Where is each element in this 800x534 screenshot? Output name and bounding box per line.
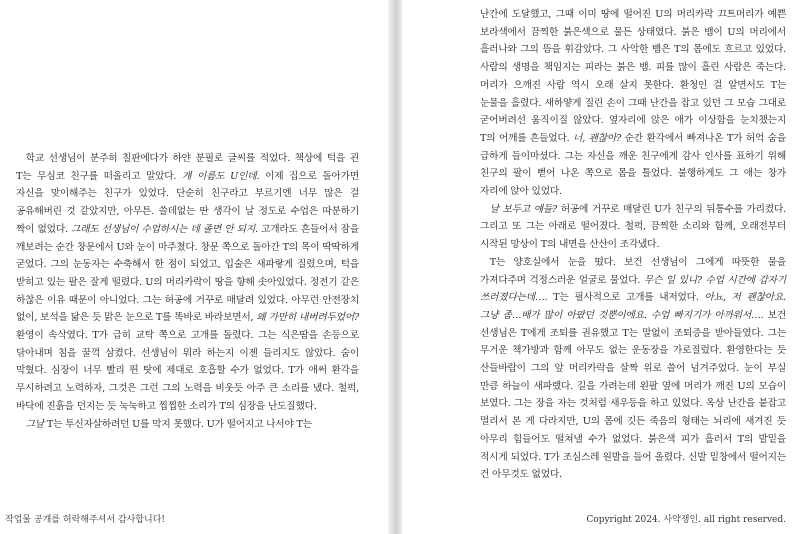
- italic-text-segment: 왜 가만히 내버려두었어?: [256, 312, 359, 324]
- text-segment: 허공에 거꾸로 매달린 U가 친구의 뒤통수를 가리켰다. 그리고 또 그는 아래로 떨어졌다. 철퍽, 끔찍한 소리와 함께, 오래전부터 시작된 망상이 T의 내면을 산산이 조각냈다.: [480, 203, 786, 251]
- left-page-body: [16, 150, 359, 433]
- italic-text-segment: 걔 이름도 U인데.: [182, 170, 260, 182]
- text-segment: T는 투신자살하려던 U를 막지 못했다. U가 떨어지고 나서야 T는: [44, 418, 312, 430]
- italic-text-segment: 무슨 일 있니? 수업 시간에 갑자기 쓰러졌다는데…: [480, 274, 786, 304]
- paragraph: [16, 416, 359, 434]
- right-page: [402, 0, 800, 534]
- text-segment: 난간에 도달했고, 그때 이미 땅에 떨어진 U의 머리카락 끄트머리가 예쁜 보라색에서 끔찍한 붉은색으로 물든 상태였다. 붉은 뱀이 U의 머리에서 흘러나와 그의 뜸을 휘감았다. 그 사악한 뱀은 T의 몸에도 흐르고 있었다. 사람의 생명을 책임지는 피라는 붉은 뱀. 피를 많이 흘린 사람은 죽는다. 머리가 으깨진 사람 역시 오래 살지 못한다. 환청인 걸 알면서도 T는 눈물을 흘렸다. 새하얗게 질린 손이 그때 난간을 잡고 있던 그 모습 그대로 굳어버려선 움직이질 않았다. 옆자리에 앉은 애가 이상함을 눈치챘는지 T의 어깨를 흔들었다.: [480, 9, 786, 144]
- text-segment: . 보건 선생님은 T에게 조퇴를 권유했고 T는 말없이 조퇴증을 받아들였다. 그는 무거운 책가방과 함께 아무도 없는 운동장을 가로질렀다. 환영한다는 듯 산들바람이 그의 앞 머리카락을 살짝 위로 쓸어 넘겨주었다. 눈이 부실 만큼 하늘이 새파랬다. 길을 가려는데 왼팔 옆에 머리가 깨진 U의 모습이 보였다. 그는 장을 자는 것처럼 새우등을 하고 있었다. 옥상 난간을 붙잡고 멀리서 본 게 다라지만, U의 몸에 깃든 죽음의 형태는 뇌리에 새겨진 듯 아무리 힘들어도 떨쳐낼 수가 없었다. 붉은색 피가 흘러서 T의 발밑을 적시게 되었다. T가 조심스레 원발을 들어 올렸다. 신발 밑창에서 떨어지는 건 아무것도 없었다.: [480, 309, 786, 481]
- paragraph: [480, 254, 786, 484]
- text-segment: T는 양호실에서 눈을 떴다. 보건 선생님이 그에게 따뜻한 물을 가져다주며 걱정스러운 얼굴로 물었다.: [480, 256, 786, 286]
- italic-text-segment: 너, 괜찮아?: [573, 132, 622, 144]
- paragraph: [480, 6, 786, 201]
- text-segment: 순간 환각에서 빠져나온 T가 허억 숨을 급하게 들이마셨다. 그는 자신을 깨운 친구에게 감사 인사를 표하기 위해 친구의 팔이 뻗어 나온 쪽으로 몸을 틀었다. 불행하게도 그 애는 창가 자리에 앉아 있었다.: [480, 132, 787, 198]
- paragraph: [16, 150, 359, 416]
- text-segment: 환영이 속삭였다. T가 급히 교탁 쪽으로 고개를 돌렸다. 그는 식은땀을 손등으로 닦아내며 침을 꿀꺽 삼켰다. 선생님이 뭐라 하는지 이젠 들리지도 않았다. 숨이 막혔다. 심장이 너무 빨리 뛴 탓에 제대로 호흡할 수가 없었다. T가 애써 환각을 무시하려고 노력하자, 그것은 그런 그의 노력을 비웃듯 아주 큰 소리를 냈다. 철퍽, 바닥에 진흙을 던지는 듯 눅눅하고 찝찝한 소리가 T의 심장을 난도질했다.: [16, 330, 359, 412]
- right-footer: Copyright 2024. 사약쟁인. all right reserved.: [586, 515, 786, 525]
- text-segment: 학교 선생님이 분주히 칠판에다가 하얀 분필로 글씨를 적었다. 책상에 턱을 괸 T는 무심코 친구를 떠올리고 말았다.: [16, 153, 359, 182]
- italic-text-segment: 아뇨, 저 괜찮아요. 그냥 좀…배가 많이 아팠던 것뿐이에요. 수업 빠지기가 아까워서…: [480, 292, 786, 321]
- text-segment: . T는 필사적으로 고개를 내저었다.: [544, 292, 705, 304]
- left-page: [0, 0, 388, 534]
- italic-text-segment: 날 보두고 얘들?: [489, 203, 558, 215]
- italic-text-segment: 그날: [25, 418, 45, 430]
- left-footer: 작업물 공개를 허락해주셔서 감사합니다!: [5, 515, 165, 525]
- text-segment: 고개라도 흔들어서 잠을 깨보려는 순간 창문에서 U와 눈이 마주쳤다. 창문 쪽으로 돌아간 T의 목이 딱딱하게 굳었다. 그의 눈동자는 수축해서 한 점이 되었고, 입술은 새파랗게 질렸으며, 턱을 받히고 있는 팔은 잘게 떨렸다. U의 머리카락이 땅을 향해 솟아있었다. 정전기 같은 하찮은 이유 때문이 아니었다. 그는 허공에 거꾸로 매달려 있었다. 아무런 안전장치 없이, 보석을 닮은 듯 맑은 눈으로 T를 똑바로 바라보면서,: [16, 223, 360, 324]
- paragraph: [480, 201, 786, 254]
- page-gutter: [388, 0, 402, 534]
- italic-text-segment: 그래도 선생님이 수업하시는 데 졸면 안 되지.: [71, 223, 258, 235]
- right-page-body: [480, 6, 786, 484]
- text-segment: 이제 집으로 돌아가면 자신을 맞이해주는 친구가 있었다. 단순히 친구라고 부르기엔 너무 많은 걸 공유해버린 것 같았지만, 아무튼. 쓸데없는 딴 생각이 날 정도로 수업은 따분하기 짝이 없었다.: [16, 170, 359, 235]
